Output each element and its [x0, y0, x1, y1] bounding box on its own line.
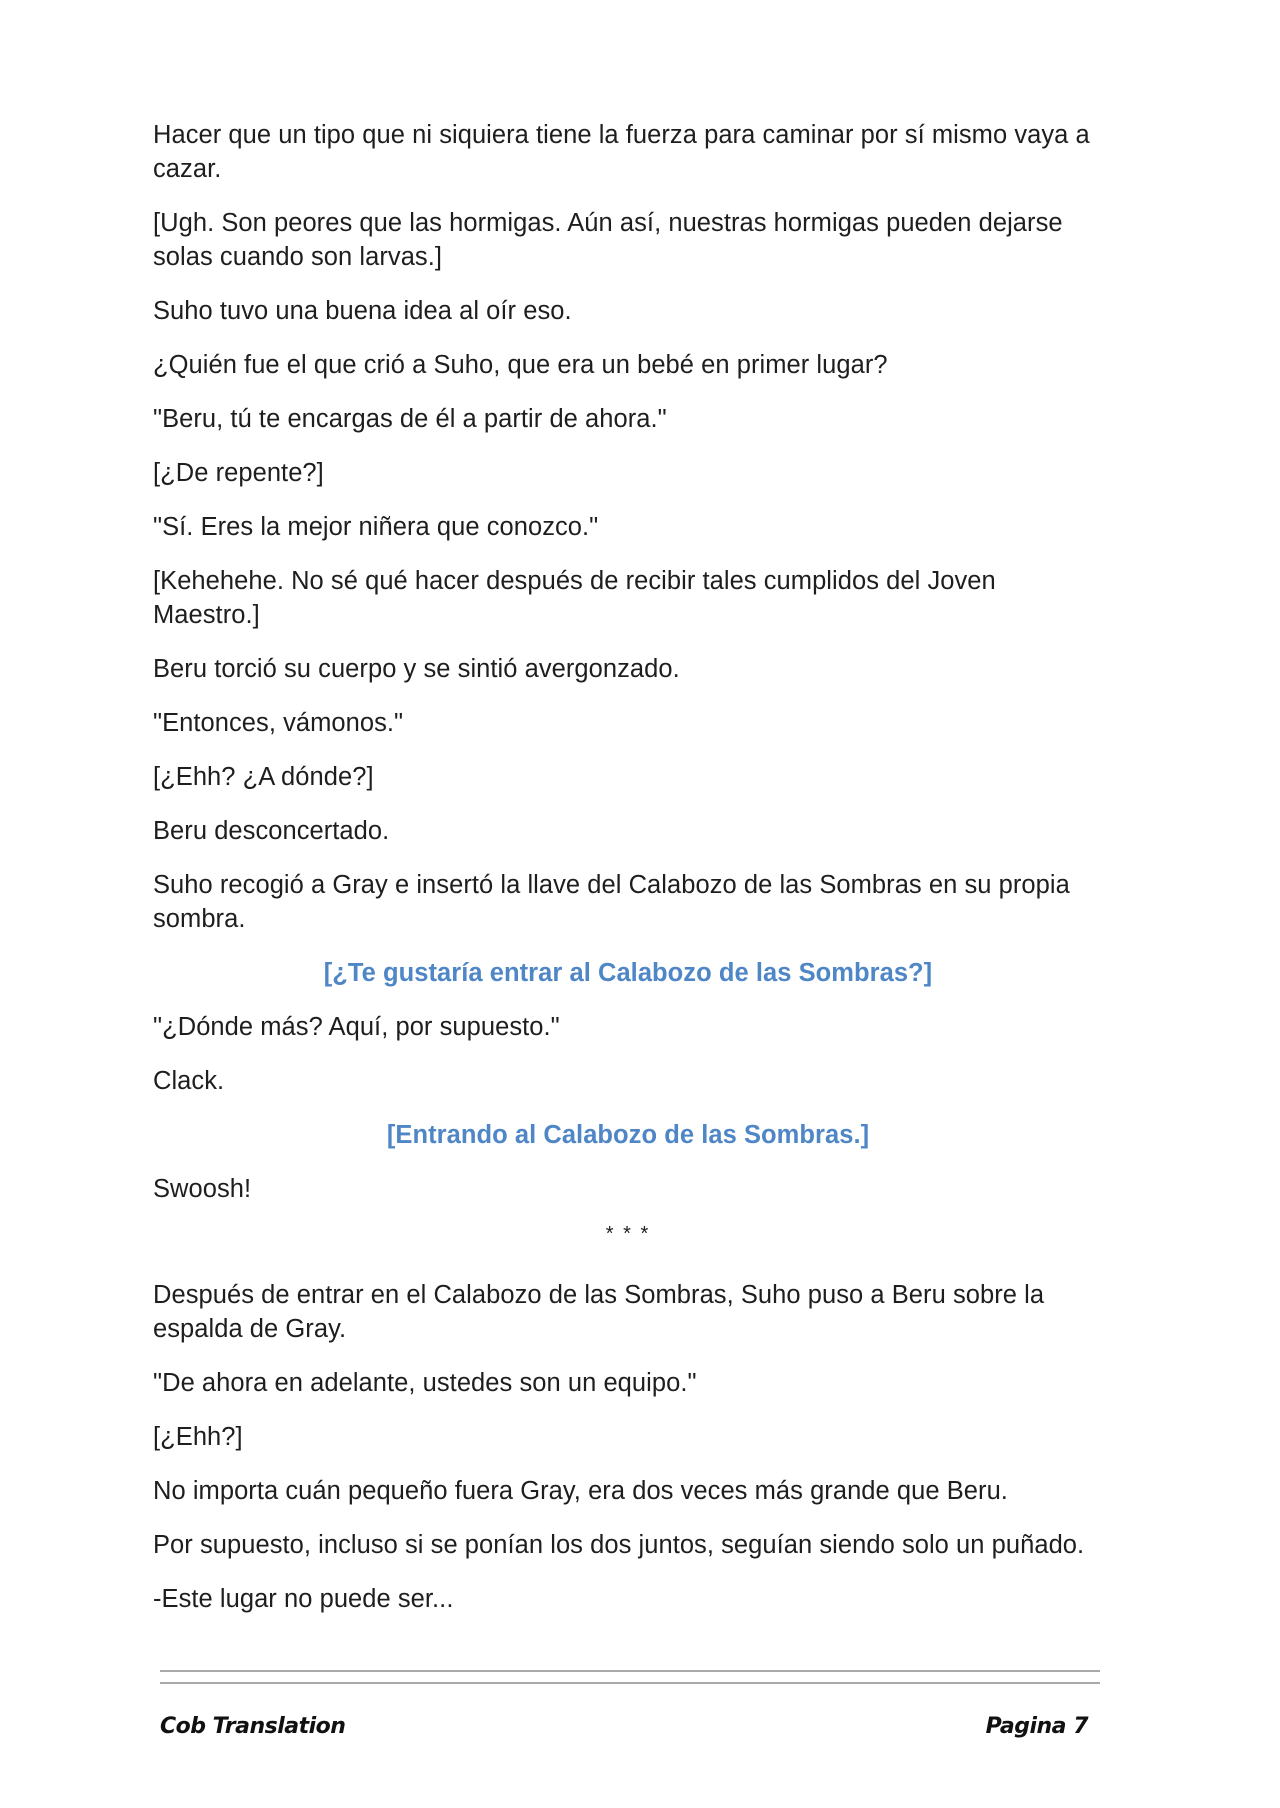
- page-footer: [160, 1713, 1088, 1741]
- footer-page-number: Pagina 7: [985, 1714, 1088, 1739]
- paragraph: [Ugh. Son peores que las hormigas. Aún así, nuestras hormigas pueden dejarse solas cuando son larvas.]: [153, 209, 1063, 271]
- paragraph: "¿Dónde más? Aquí, por supuesto.": [153, 1013, 560, 1041]
- paragraph: ¿Quién fue el que crió a Suho, que era un bebé en primer lugar?: [153, 351, 888, 379]
- footer-credit: Cob Translation: [160, 1714, 346, 1739]
- paragraph: Hacer que un tipo que ni siquiera tiene la fuerza para caminar por sí mismo vaya a cazar.: [153, 121, 1090, 183]
- paragraph: Swoosh!: [153, 1175, 252, 1203]
- paragraph: "Entonces, vámonos.": [153, 709, 404, 737]
- paragraph: Después de entrar en el Calabozo de las Sombras, Suho puso a Beru sobre la espalda de Gray.: [153, 1281, 1045, 1343]
- paragraph: [¿De repente?]: [153, 459, 324, 487]
- paragraph: [Kehehehe. No sé qué hacer después de recibir tales cumplidos del Joven Maestro.]: [153, 567, 996, 629]
- paragraph: Clack.: [153, 1067, 225, 1095]
- scene-separator: * * *: [605, 1223, 651, 1245]
- paragraph: "Sí. Eres la mejor niñera que conozco.": [153, 513, 599, 541]
- paragraph: "De ahora en adelante, ustedes son un equipo.": [153, 1369, 697, 1397]
- paragraph: "Beru, tú te encargas de él a partir de ahora.": [153, 405, 667, 433]
- system-message: [¿Te gustaría entrar al Calabozo de las Sombras?]: [323, 959, 933, 987]
- page-body: [153, 118, 1103, 1636]
- paragraph: Beru torció su cuerpo y se sintió avergonzado.: [153, 655, 680, 683]
- paragraph: No importa cuán pequeño fuera Gray, era dos veces más grande que Beru.: [153, 1477, 1008, 1505]
- paragraph: Por supuesto, incluso si se ponían los dos juntos, seguían siendo solo un puñado.: [153, 1531, 1085, 1559]
- footer-rule-bottom: [160, 1682, 1100, 1684]
- paragraph: Beru desconcertado.: [153, 817, 390, 845]
- paragraph: [¿Ehh?]: [153, 1423, 243, 1451]
- system-message: [Entrando al Calabozo de las Sombras.]: [386, 1121, 870, 1149]
- paragraph: Suho tuvo una buena idea al oír eso.: [153, 297, 572, 325]
- paragraph: Suho recogió a Gray e insertó la llave del Calabozo de las Sombras en su propia sombra.: [153, 871, 1070, 933]
- paragraph: -Este lugar no puede ser...: [153, 1585, 454, 1613]
- footer-rule-top: [160, 1670, 1100, 1672]
- paragraph: [¿Ehh? ¿A dónde?]: [153, 763, 374, 791]
